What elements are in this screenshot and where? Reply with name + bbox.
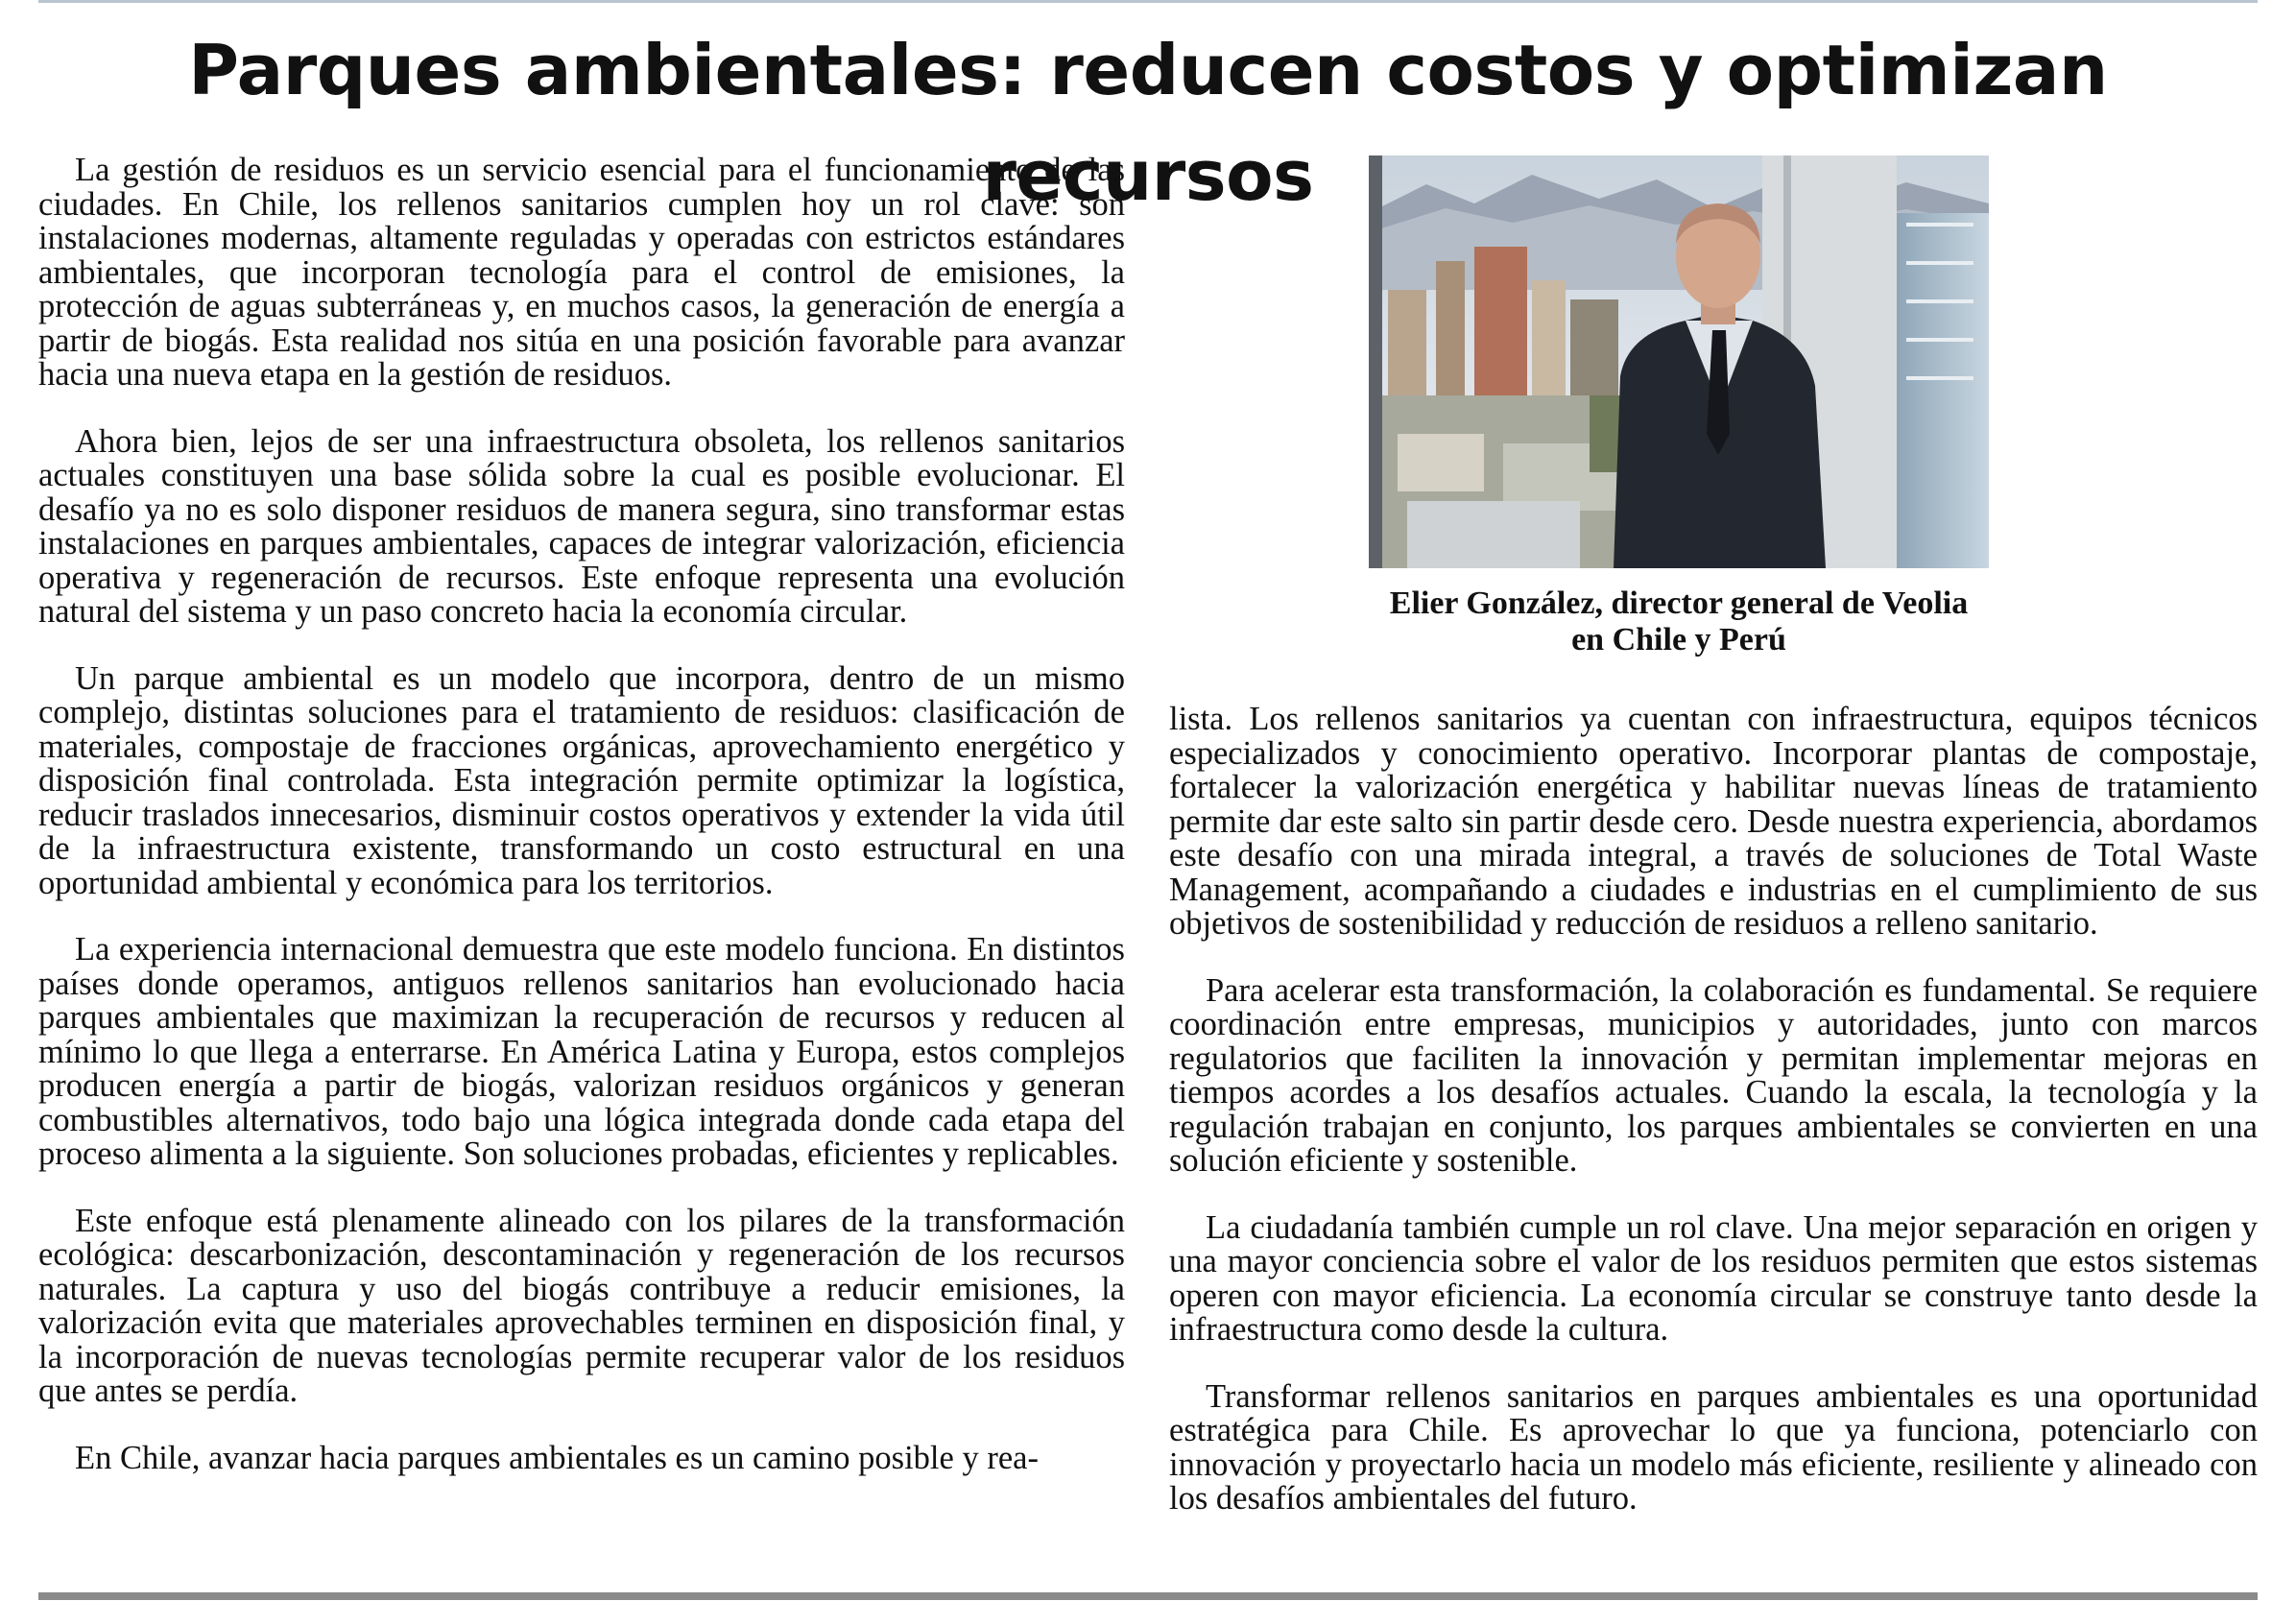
paragraph: Para acelerar esta transformación, la colaboración es fundamental. Se requiere coordinación entre empresas, municipios y autoridades, junto con marcos regulatorios que faciliten la innovación y permitan implementar mejoras en tiempos acordes a los desafíos actuales. Cuando la escala, la tecnología y la regulación trabajan en conjunto, los parques ambientales se convierten en una solución eficiente y sostenible. (1169, 971, 2258, 1179)
photo-caption (1369, 585, 1989, 658)
article-headline: Parques ambientales: reducen costos y optimizan recursos (188, 30, 2108, 216)
portrait-photo (1369, 155, 1989, 568)
portrait-figure (1369, 155, 1989, 658)
article-column-left (38, 154, 1125, 1475)
paragraph: La ciudadanía también cumple un rol clave. Una mejor separación en origen y una mayor conciencia sobre el valor de los residuos permiten que estos sistemas operen con mayor eficiencia. La economía circular se construye tanto desde la infraestructura como desde la cultura. (1169, 1208, 2258, 1348)
paragraph: Un parque ambiental es un modelo que incorpora, dentro de un mismo complejo, distintas soluciones para el tratamiento de residuos: clasificación de materiales, compostaje de fracciones orgánicas, aprovechamiento energético y disposición final controlada. Esta integración permite optimizar la logística, reducir traslados innecesarios, disminuir costos operativos y extender la vida útil de la infraestructura existente, transformando un costo estructural en una oportunidad ambiental y económica para los territorios. (38, 659, 1125, 901)
paragraph: La gestión de residuos es un servicio esencial para el funcionamiento de las ciudades. En Chile, los rellenos sanitarios cumplen hoy un rol clave: son instalaciones modernas, altamente reguladas y operadas con estrictos estándares ambientales, que incorporan tecnología para el control de emisiones, la protección de aguas subterráneas y, en muchos casos, la generación de energía a partir de biogás. Esta realidad nos sitúa en una posición favorable para avanzar hacia una nueva etapa en la gestión de residuos. (38, 152, 1125, 393)
paragraph: La experiencia internacional demuestra que este modelo funciona. En distintos países donde operamos, antiguos rellenos sanitarios han evolucionado hacia parques ambientales que maximizan la recuperación de recursos y reducen al mínimo lo que llega a enterrarse. En América Latina y Europa, estos complejos producen energía a partir de biogás, valorizan residuos orgánicos y generan combustibles alternativos, todo bajo una lógica integrada donde cada etapa del proceso alimenta a la siguiente. Son soluciones probadas, eficientes y replicables. (38, 931, 1125, 1172)
paragraph: Este enfoque está plenamente alineado con los pilares de la transformación ecológica: descarbonización, descontaminación y regeneración de los recursos naturales. La captura y uso del biogás contribuye a reducir emisiones, la valorización evita que materiales aprovechables terminen en disposición final, y la incorporación de nuevas tecnologías permite recuperar valor de los residuos que antes se perdía. (38, 1202, 1125, 1409)
paragraph: En Chile, avanzar hacia parques ambientales es un camino posible y rea- (75, 1439, 1039, 1476)
caption-line: Elier González, director general de Veolia (1389, 585, 1969, 621)
caption-line: en Chile y Perú (1571, 622, 1786, 657)
bottom-rule (38, 1592, 2258, 1600)
article-column-right (1169, 703, 2258, 1517)
paragraph: lista. Los rellenos sanitarios ya cuentan con infraestructura, equipos técnicos especializados y conocimiento operativo. Incorporar plantas de compostaje, fortalecer la valorización energética y habilitar nuevas líneas de tratamiento permite dar este salto sin partir desde cero. Desde nuestra experiencia, abordamos este desafío con una mirada integral, a través de soluciones de Total Waste Management, acompañando a ciudades e industrias en el cumplimiento de sus objetivos de sostenibilidad y reducción de residuos a relleno sanitario. (1169, 701, 2258, 942)
paragraph: Transformar rellenos sanitarios en parques ambientales es una oportunidad estratégica para Chile. Es aprovechar lo que ya funciona, potenciarlo con innovación y proyectarlo hacia un modelo más eficiente, resiliente y alineado con los desafíos ambientales del futuro. (1169, 1377, 2258, 1517)
top-rule (38, 0, 2258, 3)
paragraph: Ahora bien, lejos de ser una infraestructura obsoleta, los rellenos sanitarios actuales constituyen una base sólida sobre la cual es posible evolucionar. El desafío ya no es solo disponer residuos de manera segura, sino transformar estas instalaciones en parques ambientales, capaces de integrar valorización, eficiencia operativa y regeneración de recursos. Este enfoque representa una evolución natural del sistema y un paso concreto hacia la economía circular. (38, 422, 1125, 630)
